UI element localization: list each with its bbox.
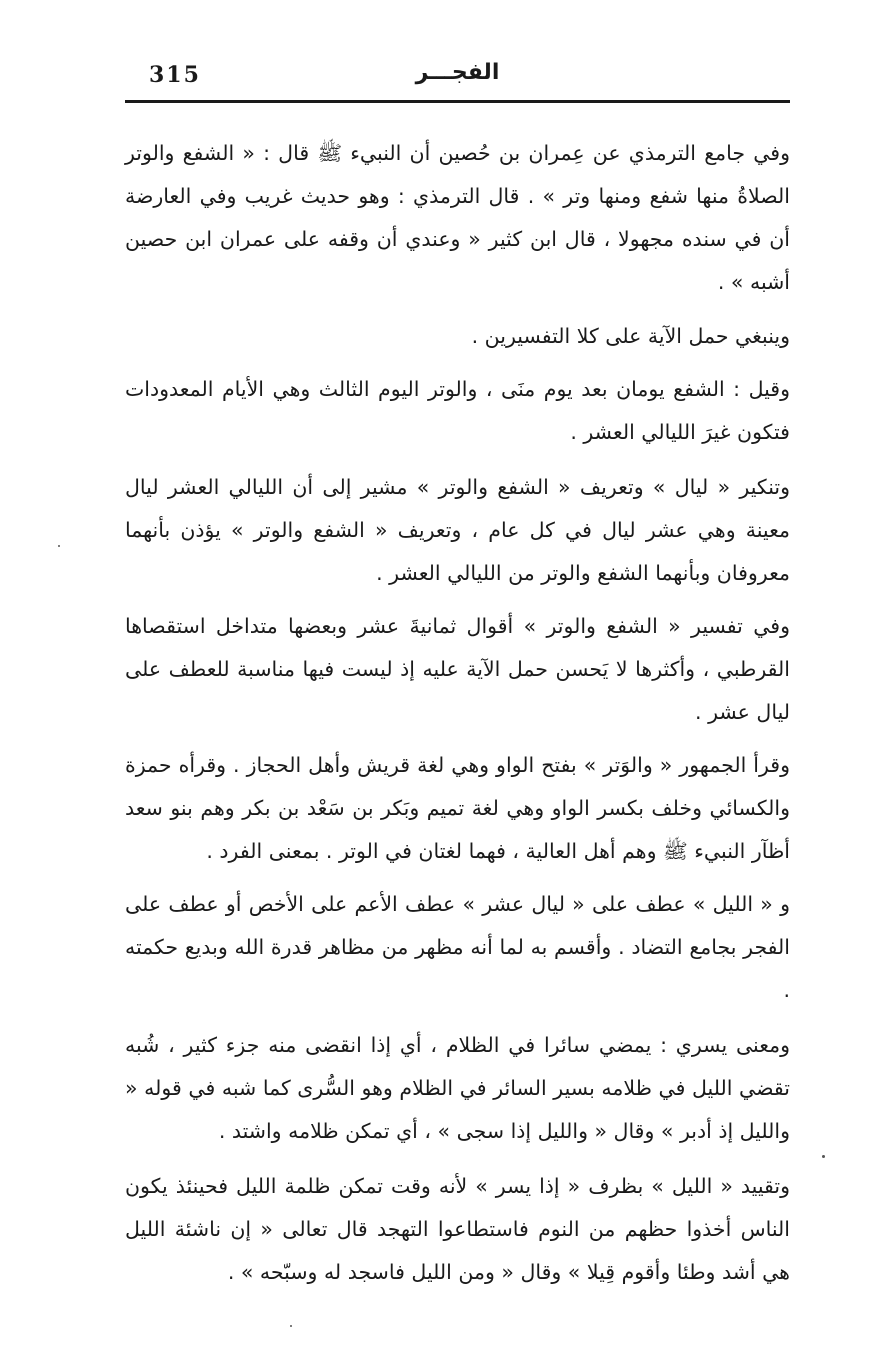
paragraph-night-restriction: وتقييد « الليل » بظرف « إذا يسر » لأنه وقت تمكن ظلمة الليل فحينئذ يكون الناس أخذوا حظهم من النوم فاستطاعوا التهجد قال تعالى « إن ناشئة الليل هي أشد وطئا وأقوم قِيلا » وقال « ومن الليل فاسجد له وسبّحه » . <box>125 1174 790 1284</box>
paragraph-tirmidhi-hadith: وفي جامع الترمذي عن عِمران بن حُصين أن النبيء ﷺ قال : « الشفع والوتر الصلاةُ منها شفع ومنها وتر » . قال الترمذي : وهو حديث غريب وفي العارضة أن في سنده مجهولا ، قال ابن كثير « وعندي أن وقفه على عمران ابن حصين أشبه » . <box>125 141 790 294</box>
running-header <box>125 58 790 98</box>
paragraph-night-conjunction: و « الليل » عطف على « ليال عشر » عطف الأعم على الأخص أو عطف على الفجر بجامع التضاد . وأقسم به لما أنه مظهر من مظاهر قدرة الله وبديع حكمته . <box>125 892 790 1002</box>
chapter-title: الفجـــر <box>415 60 500 85</box>
paragraph-days-after-mina: وقيل : الشفع يومان بعد يوم منَى ، والوتر اليوم الثالث وهي الأيام المعدودات فتكون غيرَ الليالي العشر . <box>125 377 790 444</box>
paragraph-both-interpretations: وينبغي حمل الآية على كلا التفسيرين . <box>471 324 790 348</box>
scan-speck <box>290 1325 292 1327</box>
scan-speck <box>58 545 60 547</box>
scan-speck <box>822 1155 825 1158</box>
paragraph-indefinite-nights: وتنكير « ليال » وتعريف « الشفع والوتر » مشير إلى أن الليالي العشر ليال معينة وهي عشر ليال في كل عام ، وتعريف « الشفع والوتر » يؤذن بأنهما معروفان وبأنهما الشفع والوتر من الليالي العشر . <box>125 475 790 585</box>
paragraph-readings: وقرأ الجمهور « والوَتر » بفتح الواو وهي لغة قريش وأهل الحجاز . وقرأه حمزة والكسائي وخلف بكسر الواو وهي لغة تميم وبَكر بن سَعْد بن بكر وهم بنو سعد أظآر النبيء ﷺ وهم أهل العالية ، فهما لغتان في الوتر . بمعنى الفرد . <box>125 753 790 863</box>
text-body <box>125 132 790 1294</box>
header-rule <box>125 100 790 103</box>
paragraph-eighteen-sayings: وفي تفسير « الشفع والوتر » أقوال ثمانيةَ عشر وبعضها متداخل استقصاها القرطبي ، وأكثرها لا يَحسن حمل الآية عليه إذ ليست فيها مناسبة للعطف على ليال عشر . <box>125 614 790 724</box>
page-number: 315 <box>149 62 201 88</box>
paragraph-meaning-yasri: ومعنى يسري : يمضي سائرا في الظلام ، أي إذا انقضى منه جزء كثير ، شُبه تقضي الليل في ظلامه بسير السائر في الظلام وهو السُّرى كما شبه في قوله « والليل إذ أدبر » وقال « والليل إذا سجى » ، أي تمكن ظلامه واشتد . <box>125 1033 790 1143</box>
